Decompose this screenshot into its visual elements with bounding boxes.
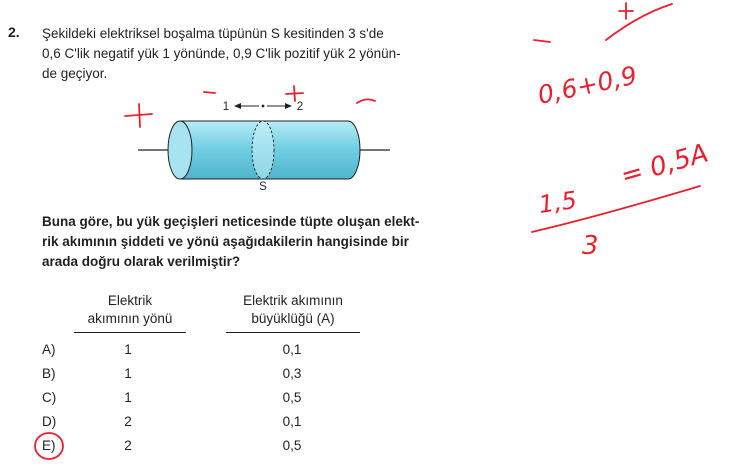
answer-option-e[interactable] — [0, 436, 400, 456]
question-intro — [42, 24, 401, 84]
option-magnitude: 0,5 — [282, 390, 302, 405]
discharge-tube-figure — [120, 80, 410, 192]
option-direction: 1 — [124, 390, 132, 405]
question-number: 2. — [8, 24, 20, 40]
plus-mark-icon — [619, 3, 633, 19]
answer-option-a[interactable] — [0, 340, 400, 360]
option-label: E) — [42, 438, 56, 453]
direction-column-header — [74, 292, 186, 328]
option-direction: 2 — [124, 414, 132, 429]
intro-line: 0,6 C'lik negatif yük 1 yönünde, 0,9 C'lik pozitif yük 2 yönün- — [42, 46, 401, 61]
denominator: 3 — [582, 231, 599, 261]
option-direction: 1 — [124, 342, 132, 357]
answer-option-b[interactable] — [0, 364, 400, 384]
option-magnitude: 0,5 — [282, 438, 302, 453]
sum-expression: 0,6+0,9 — [535, 60, 640, 110]
numerator: 1,5 — [536, 185, 579, 219]
intro-line: de geçiyor. — [42, 66, 108, 81]
prompt-line: arada doğru olarak verilmiştir? — [42, 254, 241, 269]
header-line: akımının yönü — [87, 311, 173, 326]
prompt-line: rik akımının şiddeti ve yönü aşağıdakilerin hangisinde bir — [42, 234, 409, 249]
minus-mark-icon — [534, 40, 550, 42]
question-prompt — [42, 212, 419, 272]
section-s-ring — [252, 121, 274, 179]
direction-2-label: 2 — [296, 101, 304, 113]
option-magnitude: 0,1 — [282, 414, 302, 429]
option-magnitude: 0,3 — [282, 366, 302, 381]
answer-option-d[interactable] — [0, 412, 400, 432]
magnitude-header-rule — [226, 332, 360, 333]
header-line: Elektrik akımının — [243, 293, 343, 308]
tube-left-end — [168, 121, 192, 179]
swoosh-mark-icon — [606, 4, 672, 40]
header-line: büyüklüğü (A) — [251, 311, 335, 326]
option-magnitude: 0,1 — [282, 342, 302, 357]
section-s-label: S — [259, 181, 267, 192]
option-label: B) — [42, 366, 56, 381]
magnitude-column-header — [226, 292, 360, 328]
option-direction: 2 — [124, 438, 132, 453]
prompt-line: Buna göre, bu yük geçişleri neticesinde tüpte oluşan elekt- — [42, 214, 420, 229]
arrow-right-icon — [285, 103, 292, 109]
option-label: A) — [42, 342, 56, 357]
direction-1-label: 1 — [222, 101, 230, 113]
answer-option-c[interactable] — [0, 388, 400, 408]
option-direction: 1 — [124, 366, 132, 381]
option-label: C) — [42, 390, 57, 405]
option-label: D) — [42, 414, 57, 429]
intro-line: Şekildeki elektriksel boşalma tüpünün S kesitinden 3 s'de — [42, 26, 384, 41]
fraction-bar — [532, 186, 700, 232]
arrow-left-icon — [234, 103, 241, 109]
direction-header-rule — [74, 332, 186, 333]
header-line: Elektrik — [107, 293, 153, 308]
result: = 0,5A — [617, 138, 712, 192]
